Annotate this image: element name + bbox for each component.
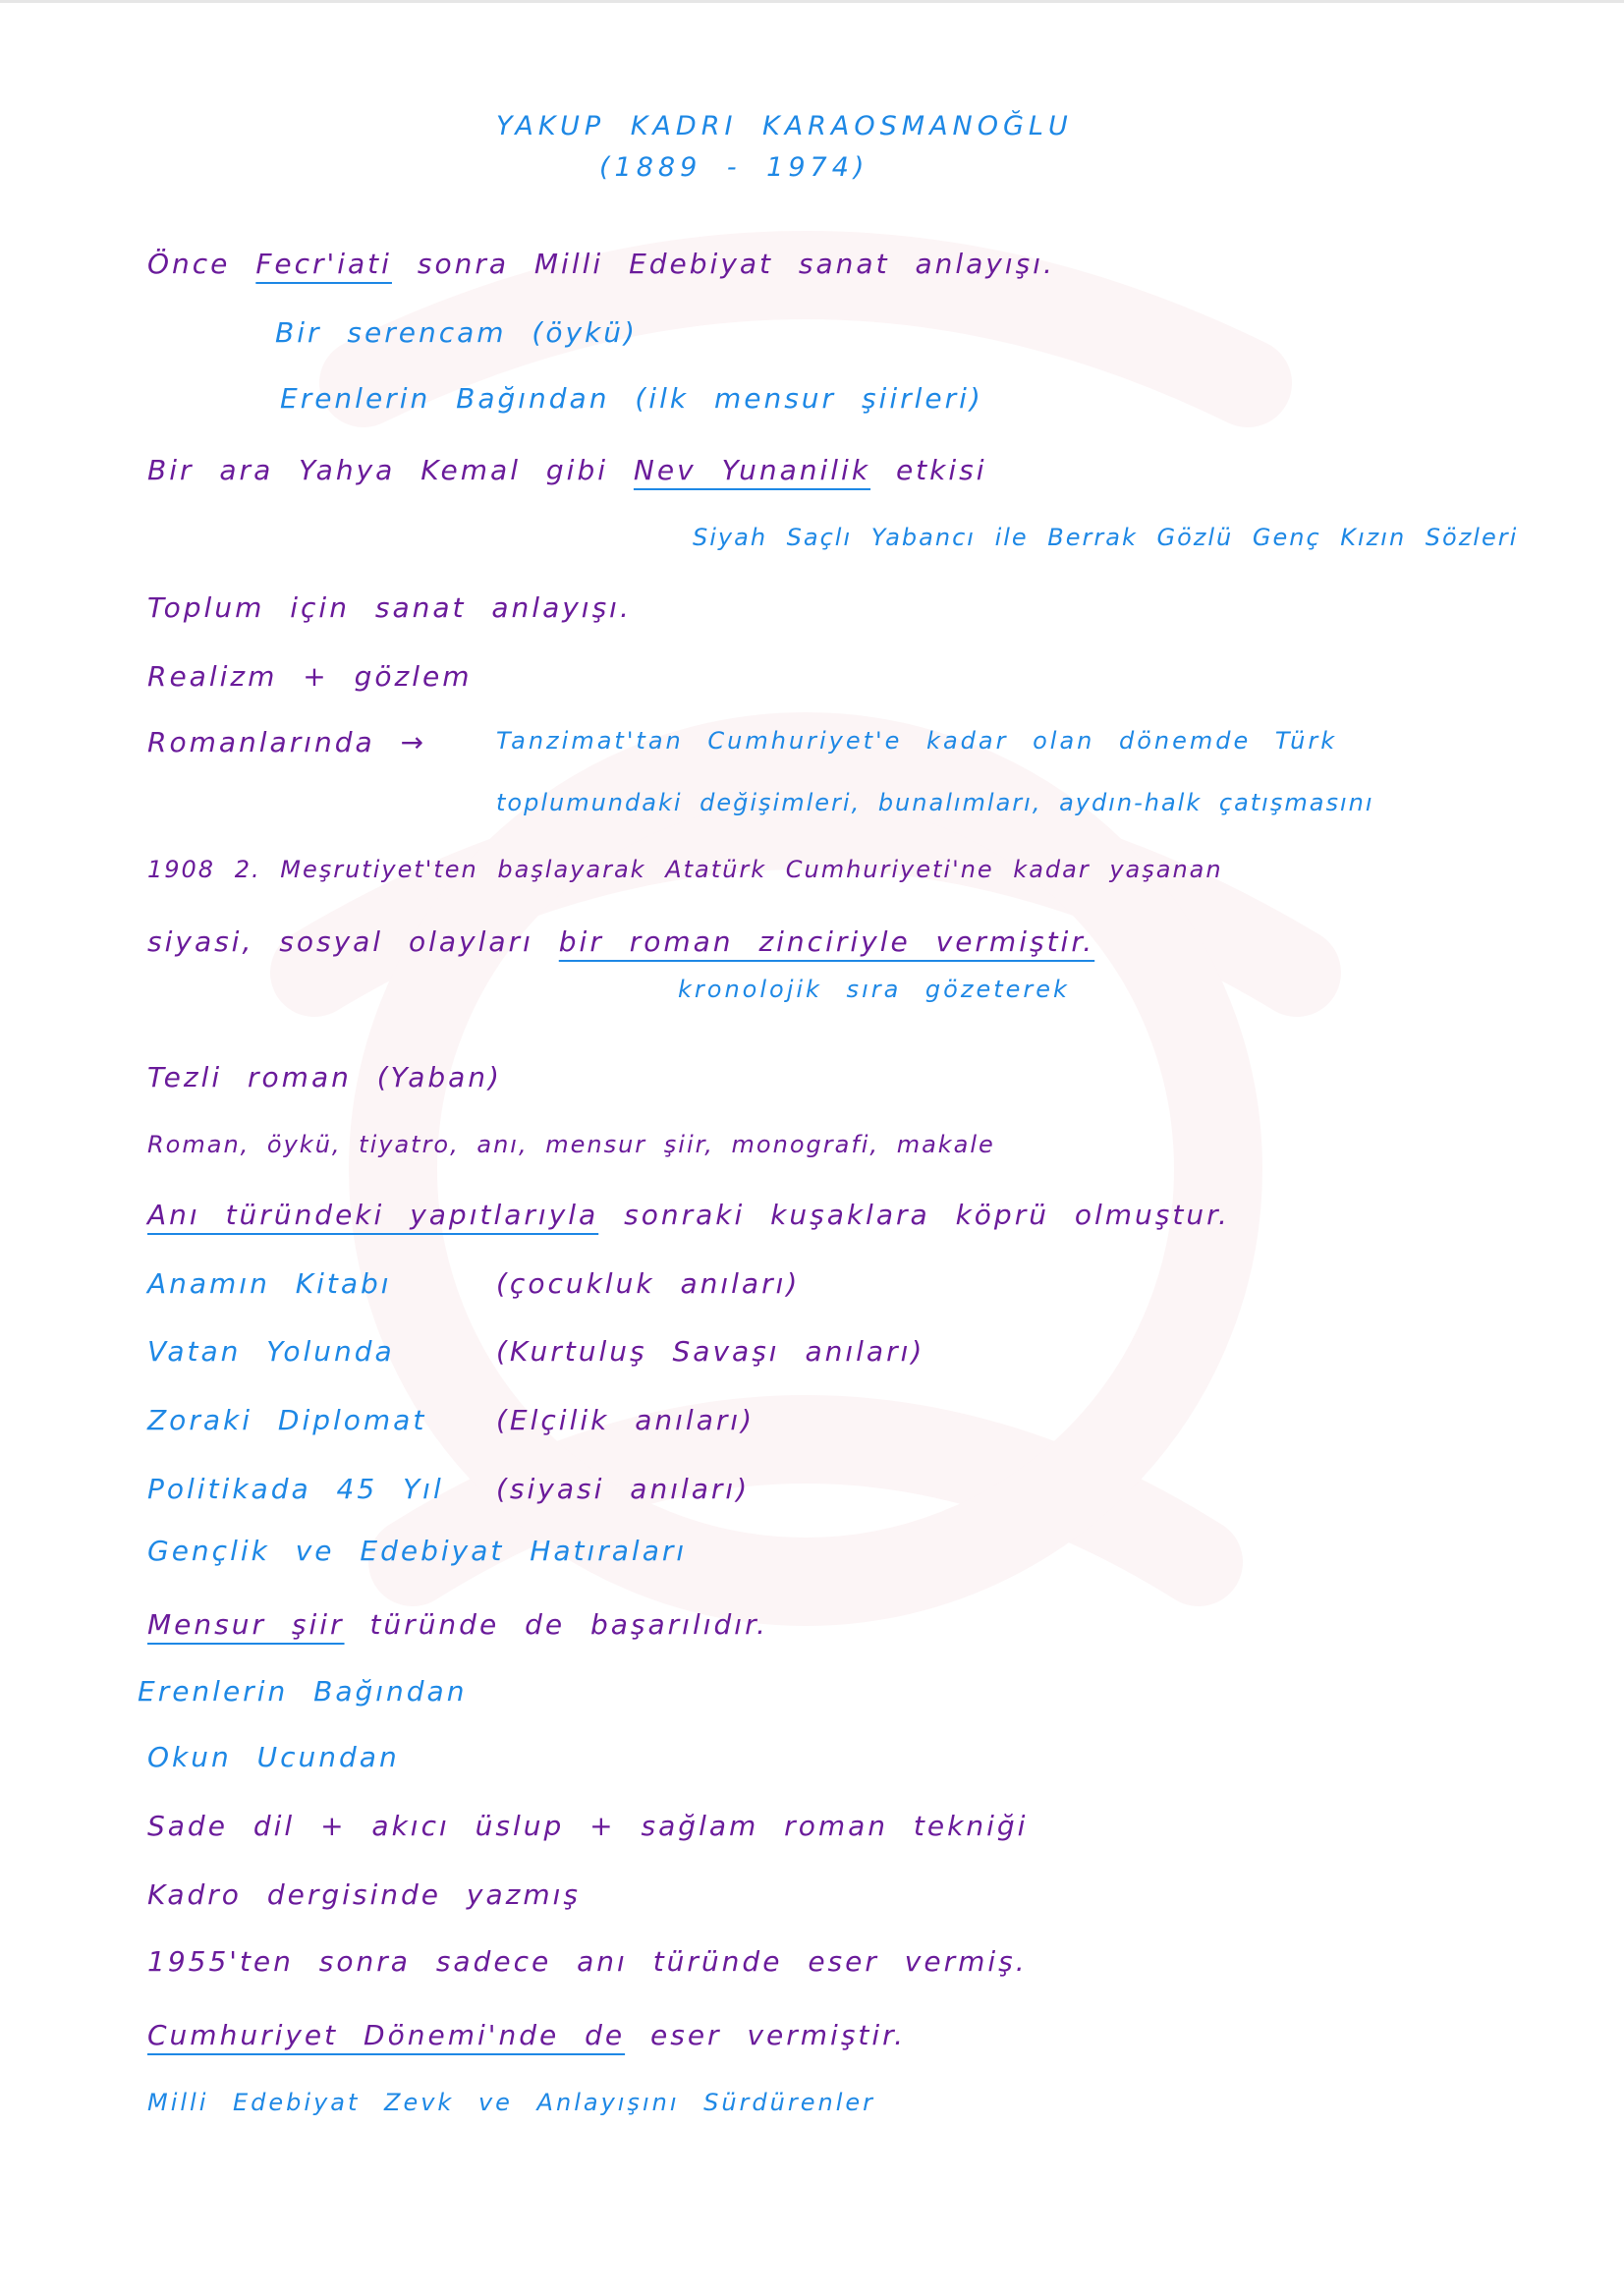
text-eser-vermistir: eser vermiştir. — [650, 2019, 907, 2051]
line-tezli: Tezli roman (Yaban) — [147, 1061, 502, 1093]
term-cumhuriyet-donemi: Cumhuriyet Dönemi'nde de — [147, 2019, 626, 2051]
term-ani-turu: Anı türündeki yapıtlarıyla — [147, 1199, 599, 1231]
text-bir-ara: Bir ara Yahya Kemal gibi — [147, 454, 609, 486]
line-toplum: Toplum için sanat anlayışı. — [147, 591, 632, 624]
memoir-note-3: (siyasi anıları) — [496, 1473, 751, 1505]
label-romanlar: Romanlarında → — [147, 726, 427, 758]
line-kadro: Kadro dergisinde yazmış — [147, 1878, 581, 1911]
line-sade-dil: Sade dil + akıcı üslup + sağlam roman tekniği — [147, 1810, 1029, 1842]
work-erenlerin-1: Erenlerin Bağından (ilk mensur şiirleri) — [280, 382, 983, 415]
text-kopru: sonraki kuşaklara köprü olmuştur. — [624, 1199, 1230, 1231]
line-mensur — [147, 1608, 768, 1641]
line-surdurenler: Milli Edebiyat Zevk ve Anlayışını Sürdürenler — [147, 2089, 876, 2116]
term-fecriati: Fecr'iati — [255, 248, 392, 280]
line-cumhuriyet — [147, 2019, 907, 2051]
memoir-title-0: Anamın Kitabı — [147, 1267, 392, 1300]
memoir-note-2: (Elçilik anıları) — [496, 1404, 756, 1436]
line-mesrutiyet-a: 1908 2. Meşrutiyet'ten başlayarak Atatürk Cumhuriyeti'ne kadar yaşanan — [147, 856, 1223, 883]
line-ani — [147, 1199, 1230, 1231]
scan-edge — [0, 0, 1624, 3]
years: (1889 - 1974) — [599, 152, 869, 183]
term-roman-zinciri: bir roman zinciriyle vermiştir. — [558, 925, 1095, 958]
line-1955: 1955'ten sonra sadece anı türünde eser vermiş. — [147, 1945, 1028, 1978]
page-title: YAKUP KADRI KARAOSMANOĞLU — [496, 111, 1073, 141]
mensur-work-1: Okun Ucundan — [147, 1741, 400, 1773]
note-kronolojik: kronolojik sıra gözeterek — [678, 976, 1070, 1003]
term-mensur-siir: Mensur şiir — [147, 1608, 345, 1641]
work-bir-serencam: Bir serencam (öykü) — [275, 316, 638, 349]
text-siyasi-sosyal: siyasi, sosyal olayları — [147, 925, 533, 958]
line-mesrutiyet-b — [147, 925, 1095, 958]
memoir-note-1: (Kurtuluş Savaşı anıları) — [496, 1335, 925, 1368]
text-milli-edebiyat: sonra Milli Edebiyat sanat anlayışı. — [417, 248, 1055, 280]
memoir-note-0: (çocukluk anıları) — [496, 1267, 801, 1300]
work-siyah-sacli: Siyah Saçlı Yabancı ile Berrak Gözlü Genç Kızın Sözleri — [693, 524, 1519, 551]
romanlar-b: toplumundaki değişimleri, bunalımları, aydın-halk çatışmasını — [496, 789, 1374, 816]
line-nev-yunanilik — [147, 454, 987, 486]
memoir-title-1: Vatan Yolunda — [147, 1335, 395, 1368]
text-once: Önce — [147, 248, 231, 280]
romanlar-a: Tanzimat'tan Cumhuriyet'e kadar olan dönemde Türk — [496, 727, 1338, 755]
term-nev-yunanilik: Nev Yunanilik — [633, 454, 871, 486]
line-turler: Roman, öykü, tiyatro, anı, mensur şiir, monografi, makale — [147, 1131, 995, 1158]
mensur-work-0: Erenlerin Bağından — [138, 1675, 468, 1708]
memoir-title-3: Politikada 45 Yıl — [147, 1473, 444, 1505]
line-fecriati — [147, 248, 1055, 280]
memoir-title-2: Zoraki Diplomat — [147, 1404, 427, 1436]
line-realizm: Realizm + gözlem — [147, 660, 473, 693]
text-etkisi: etkisi — [895, 454, 987, 486]
memoir-title-4: Gençlik ve Edebiyat Hatıraları — [147, 1535, 688, 1567]
text-basarili: türünde de başarılıdır. — [369, 1608, 768, 1641]
